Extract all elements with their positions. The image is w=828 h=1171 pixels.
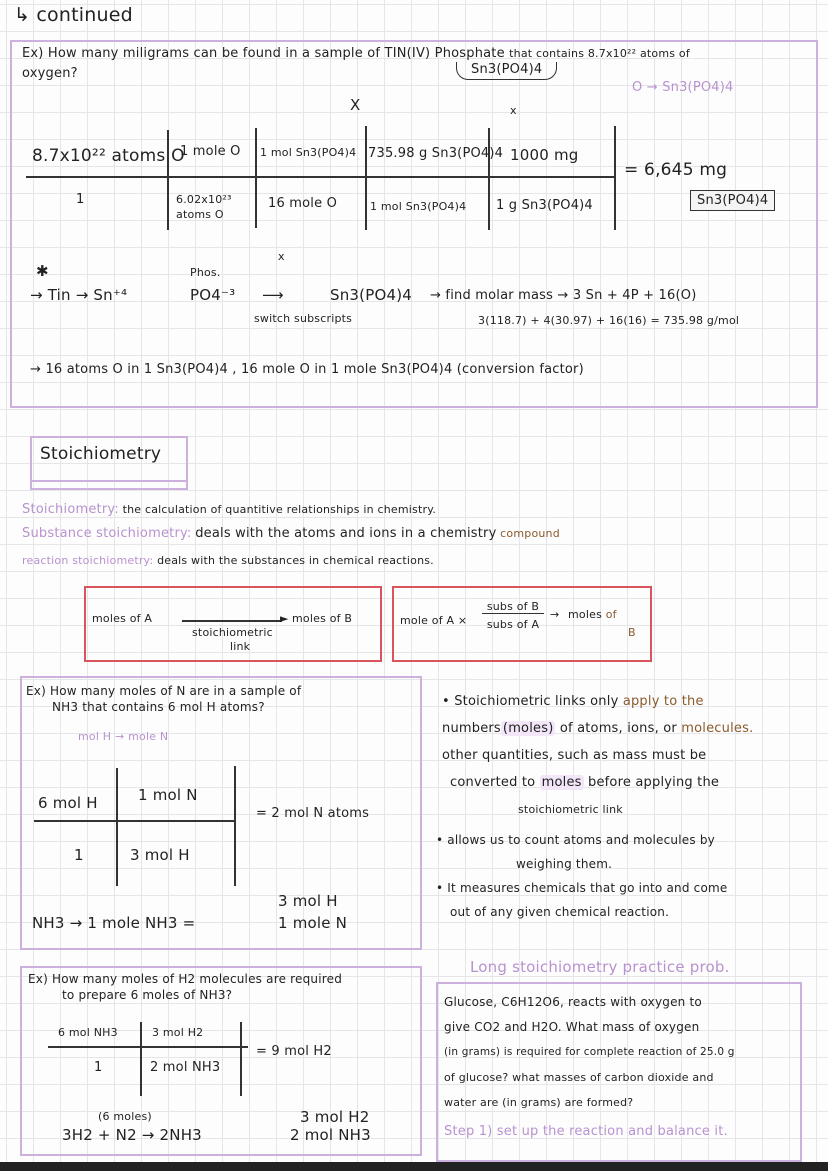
problem-line: (in grams) is required for complete reaction of 25.0 g <box>444 1046 735 1058</box>
table-divider <box>234 766 236 886</box>
cross-mark: X <box>350 96 361 114</box>
note-text: • Stoichiometric links only <box>442 694 619 709</box>
definition-text-highlight: compound <box>500 527 560 540</box>
long-problem-box <box>436 982 802 1162</box>
problem-line: water are (in grams) are formed? <box>444 1096 634 1109</box>
note-line: • allows us to count atoms and molecules by <box>436 833 715 847</box>
ratio-numerator: 3 mol H <box>278 892 338 910</box>
conversion-factor-note <box>30 362 584 377</box>
note-line: • It measures chemicals that go into and come <box>436 881 728 895</box>
ratio-denominator: 1 mole N <box>278 914 348 932</box>
down-right-arrow-icon: ↳ <box>14 4 31 26</box>
mole-of-a: mole of A × <box>400 614 468 627</box>
long-problem-title: Long stoichiometry practice prob. <box>470 958 730 976</box>
moles-of-b: moles of B <box>292 612 353 625</box>
numerator-2: 3 mol H2 <box>152 1026 204 1039</box>
stoichiometry-notes <box>442 688 822 823</box>
compound-name: TIN(IV) Phosphate <box>384 46 505 61</box>
result-unit-box: Sn3(PO4)4 <box>690 190 775 211</box>
ratio-denominator: 2 mol NH3 <box>290 1126 371 1144</box>
phos-label: Phos. <box>190 266 221 279</box>
purple-conversion-note: O → Sn3(PO4)4 <box>632 80 734 95</box>
denominator-4: 1 mol Sn3(PO4)4 <box>370 200 467 213</box>
conversion-factor-text: 16 atoms O in 1 Sn3(PO4)4 , 16 mole O in 1 mole Sn3(PO4)4 (conversion factor) <box>45 362 584 377</box>
definition-reaction <box>22 554 434 567</box>
continued-header <box>14 4 133 26</box>
definition-text: deals with the substances in chemical reactions. <box>157 554 434 567</box>
result-text: moles <box>568 608 602 621</box>
table-divider <box>365 126 367 230</box>
formula-result: Sn3(PO4)4 <box>330 286 413 304</box>
note-line: stoichiometric link <box>518 803 623 816</box>
balanced-reaction: 3H2 + N2 → 2NH3 <box>62 1126 202 1144</box>
cross-mark: x <box>278 250 285 263</box>
link-label: link <box>230 640 251 653</box>
switch-subscripts-label: switch subscripts <box>254 312 353 325</box>
arrow-icon: ⟶ <box>262 286 284 304</box>
subs-of-a: subs of A <box>486 618 540 631</box>
problem-line: give CO2 and H2O. What mass of oxygen <box>444 1020 700 1034</box>
definition-substance <box>22 526 560 541</box>
moles-note: (6 moles) <box>98 1110 152 1123</box>
numerator-4: 735.98 g Sn3(PO4)4 <box>368 146 504 161</box>
subs-of-b: subs of B <box>482 600 544 614</box>
numerator-3: 1 mol Sn3(PO4)4 <box>260 146 357 159</box>
numerator-1: 6 mol H <box>38 794 98 812</box>
note-text-highlight: molecules. <box>681 721 754 736</box>
denominator-2: 2 mol NH3 <box>150 1060 221 1075</box>
example-3-question-line2: to prepare 6 moles of NH3? <box>62 988 233 1002</box>
note-text: converted to <box>450 775 536 790</box>
fraction-bar <box>48 1046 248 1048</box>
example-1-box <box>10 40 818 408</box>
arrow-icon: → <box>114 730 129 743</box>
example-2-question: Ex) How many moles of N are in a sample of <box>26 684 302 698</box>
denominator-1: 1 <box>94 1060 103 1075</box>
formula-bracket: Sn3(PO4)4 <box>456 62 557 80</box>
table-divider <box>167 130 169 230</box>
definition-term: Stoichiometry: <box>22 502 119 517</box>
denominator-2: 6.02x10²³ atoms O <box>176 193 232 221</box>
stoichiometric-link-box <box>84 586 382 662</box>
ratio-numerator: 3 mol H2 <box>300 1108 370 1126</box>
arrow-icon: → <box>30 362 46 377</box>
continued-label: continued <box>36 4 133 26</box>
example-1-question-line2: oxygen? <box>22 66 78 81</box>
mole-ratio-box <box>392 586 652 662</box>
moles-of-b-result <box>568 608 617 621</box>
result-value: = 2 mol N atoms <box>256 806 370 821</box>
example-3-question: Ex) How many moles of H2 molecules are required <box>28 972 343 986</box>
definition-stoichiometry <box>22 502 436 517</box>
table-divider <box>240 1022 242 1096</box>
note-text-highlight: apply to the <box>622 694 704 709</box>
question-text: Ex) How many miligrams can be found in a sample of <box>22 46 381 61</box>
step-1: Step 1) set up the reaction and balance it. <box>444 1124 728 1139</box>
example-3-box <box>20 966 422 1156</box>
arrow-icon: → <box>550 608 560 621</box>
find-molar-mass: → find molar mass → 3 Sn + 4P + 16(O) <box>430 288 697 303</box>
numerator-2: 1 mol N <box>138 786 198 804</box>
phosphate-ion: PO4⁻³ <box>190 286 236 304</box>
definition-text: the calculation of quantitive relationships in chemistry. <box>122 503 437 516</box>
moles-of-a: moles of A <box>92 612 153 625</box>
denominator-1: 1 <box>76 192 85 207</box>
numerator-5: 1000 mg <box>510 146 579 164</box>
result-text: B <box>628 626 636 639</box>
note-line <box>442 688 822 715</box>
stoichiometry-notes-2 <box>436 828 822 924</box>
notes-divider <box>420 676 422 950</box>
note-text: before applying the <box>588 775 720 790</box>
note-text: numbers <box>442 721 501 736</box>
note-line: out of any given chemical reaction. <box>450 905 670 919</box>
fraction-bar <box>34 820 234 822</box>
note-line: other quantities, such as mass must be <box>442 748 707 763</box>
note-line: weighing them. <box>516 857 613 871</box>
table-divider <box>116 768 118 886</box>
arrow-icon: → <box>30 286 48 304</box>
star-mark: ✱ <box>36 262 49 280</box>
result-value: = 9 mol H2 <box>256 1044 332 1059</box>
tin-ion: Tin → Sn⁺⁴ <box>47 286 128 304</box>
example-2-box <box>20 676 422 950</box>
denominator-5: 1 g Sn3(PO4)4 <box>496 198 593 213</box>
molar-mass-calculation: 3(118.7) + 4(30.97) + 16(16) = 735.98 g/mol <box>478 314 740 327</box>
table-divider <box>140 1022 142 1096</box>
definition-term: reaction stoichiometry: <box>22 554 154 567</box>
problem-line: Glucose, C6H12O6, reacts with oxygen to <box>444 995 702 1009</box>
numerator-1: 8.7x10²² atoms O <box>32 146 185 166</box>
note-line <box>442 715 822 742</box>
denominator-1: 1 <box>74 846 84 864</box>
note-text-highlight: (moles) <box>502 721 554 736</box>
note-from: mol H <box>78 730 112 743</box>
table-divider <box>488 128 490 230</box>
question-tail: that contains 8.7x10²² atoms of <box>509 47 690 60</box>
note-line <box>442 769 822 796</box>
arrow-line <box>182 620 282 622</box>
note-text-highlight: moles <box>541 775 582 790</box>
arrow-icon: ► <box>280 612 289 625</box>
definition-term: Substance stoichiometry: <box>22 526 192 541</box>
numerator-1: 6 mol NH3 <box>58 1026 118 1039</box>
ammonia-ratio-label: NH3 → 1 mole NH3 = <box>32 914 196 932</box>
definition-text: deals with the atoms and ions in a chemistry <box>195 526 497 541</box>
note-text: of atoms, ions, or <box>559 721 677 736</box>
ion-derivation-line <box>30 286 127 304</box>
numerator-2: 1 mole O <box>180 144 241 159</box>
problem-line: of glucose? what masses of carbon dioxide and <box>444 1071 714 1084</box>
section-title: Stoichiometry <box>40 444 162 464</box>
section-title-box <box>30 436 188 482</box>
example-1-question <box>22 46 690 61</box>
denominator-2: 3 mol H <box>130 846 190 864</box>
fraction-bar <box>26 176 616 178</box>
denominator-3: 16 mole O <box>268 196 338 211</box>
example-2-question-line2: NH3 that contains 6 mol H atoms? <box>52 700 265 714</box>
purple-conversion-note <box>78 730 168 743</box>
link-label: stoichiometric <box>192 626 273 639</box>
table-divider <box>614 126 616 230</box>
long-problem-text <box>444 990 800 1144</box>
page-bottom-edge <box>0 1162 828 1171</box>
result-value: = 6,645 mg <box>624 160 728 180</box>
note-to: mole N <box>128 730 169 743</box>
result-text: of <box>605 608 617 621</box>
cross-mark: x <box>510 104 517 117</box>
section-title-shadow <box>30 482 188 490</box>
